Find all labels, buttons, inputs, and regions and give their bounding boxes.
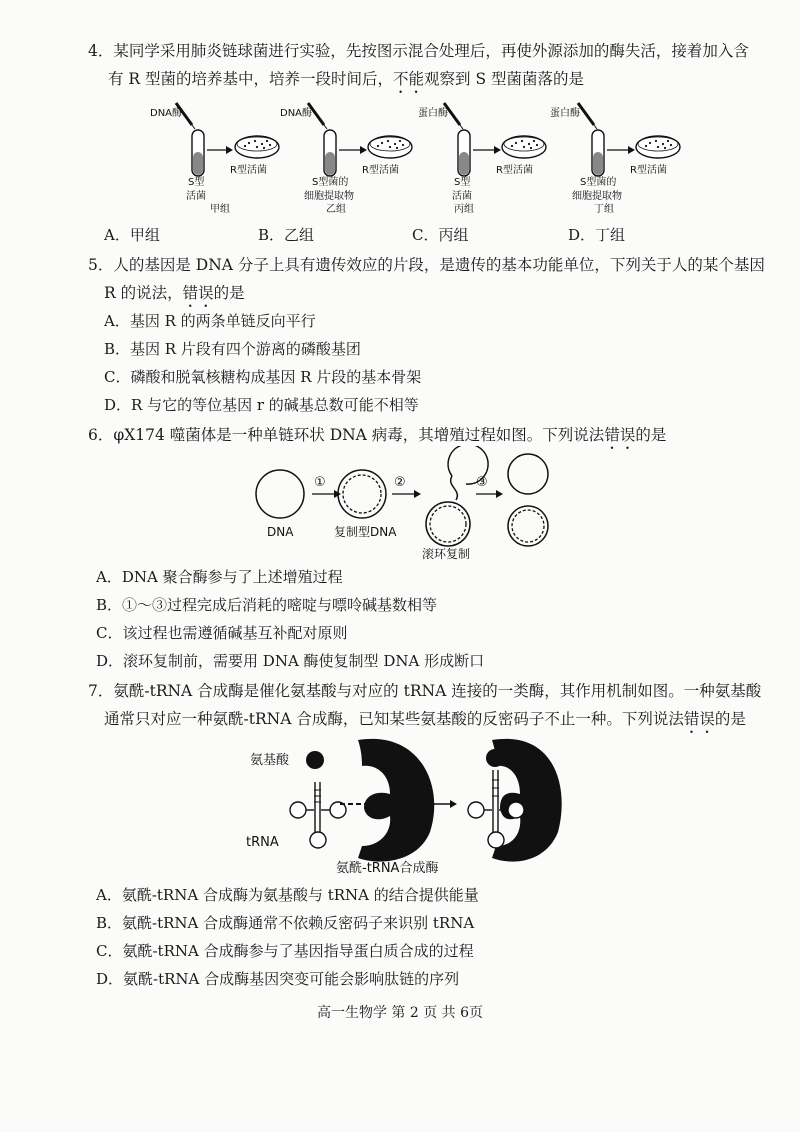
q5-option-d: D．R 与它的等位基因 r 的碱基总数可能不相等 bbox=[104, 396, 419, 414]
q6-figure bbox=[240, 446, 570, 564]
trna-right bbox=[468, 770, 524, 848]
enzyme-left bbox=[358, 739, 434, 862]
amino-acid-bound bbox=[486, 749, 504, 767]
label-replicative-dna: 复制型DNA bbox=[334, 525, 397, 539]
q7-option-a: A．氨酰-tRNA 合成酶为氨基酸与 tRNA 的结合提供能量 bbox=[96, 886, 479, 904]
q7-stem-line1: 7．氨酰-tRNA 合成酶是催化氨基酸与对应的 tRNA 连接的一类酶，其作用机制如图。一种氨基酸 bbox=[88, 682, 762, 700]
dish-label: R型活菌 bbox=[230, 165, 267, 176]
label-amino-acid: 氨基酸 bbox=[250, 753, 290, 768]
tube-label-2: 活菌 bbox=[452, 191, 472, 202]
q4-option-c: C．丙组 bbox=[412, 226, 469, 244]
tube-label-1: S型 bbox=[454, 177, 471, 188]
q7-stem-line2: 通常只对应一种氨酰-tRNA 合成酶，已知某些氨基酸的反密码子不止一种。下列说法错误的是 bbox=[104, 710, 746, 728]
enzyme-label: DNA酶 bbox=[280, 108, 313, 119]
q4-option-d: D．丁组 bbox=[568, 226, 626, 244]
enzyme-label: 蛋白酶 bbox=[550, 108, 580, 119]
q5-stem-line1: 5．人的基因是 DNA 分子上具有遗传效应的片段，是遗传的基本功能单位，下列关于人的某个基因 bbox=[88, 256, 765, 274]
dish-label: R型活菌 bbox=[362, 165, 399, 176]
q5-option-c: C．磷酸和脱氧核糖构成基因 R 片段的基本骨架 bbox=[104, 368, 422, 386]
group-label: 乙组 bbox=[326, 204, 346, 215]
label-dna: DNA bbox=[267, 525, 294, 539]
group-yi bbox=[280, 103, 412, 215]
q6-option-a: A．DNA 聚合酶参与了上述增殖过程 bbox=[96, 568, 343, 586]
tube-label-1: S型菌的 bbox=[312, 177, 349, 188]
q4-stem-line2: 有 R 型菌的培养基中，培养一段时间后，不能观察到 S 型菌菌落的是 bbox=[108, 70, 585, 88]
q6-option-c: C．该过程也需遵循碱基互补配对原则 bbox=[96, 624, 348, 642]
q5-stem-line2: R 的说法，错误的是 bbox=[104, 284, 245, 302]
q4-figure bbox=[140, 100, 700, 220]
q7-option-c: C．氨酰-tRNA 合成酶参与了基因指导蛋白质合成的过程 bbox=[96, 942, 474, 960]
group-label: 丁组 bbox=[594, 204, 614, 215]
q7-figure bbox=[240, 736, 570, 876]
q5-option-a: A．基因 R 的两条单链反向平行 bbox=[104, 312, 316, 330]
q4-stem-line1: 4．某同学采用肺炎链球菌进行实验，先按图示混合处理后，再使外源添加的酶失活，接着加入含 bbox=[88, 42, 749, 60]
tube-label-2: 活菌 bbox=[186, 191, 206, 202]
q7-option-d: D．氨酰-tRNA 合成酶基因突变可能会影响肽链的序列 bbox=[96, 970, 460, 988]
step-2: ② bbox=[394, 475, 406, 490]
label-enzyme: 氨酰-tRNA合成酶 bbox=[336, 861, 439, 876]
q5-option-b: B．基因 R 片段有四个游离的磷酸基团 bbox=[104, 340, 361, 358]
q7-option-b: B．氨酰-tRNA 合成酶通常不依赖反密码子来识别 tRNA bbox=[96, 914, 475, 932]
group-jia bbox=[150, 103, 279, 215]
q6-option-d: D．滚环复制前，需要用 DNA 酶使复制型 DNA 形成断口 bbox=[96, 652, 485, 670]
tube-label-2: 细胞提取物 bbox=[572, 191, 622, 202]
group-ding bbox=[550, 103, 680, 215]
page-footer: 高一生物学 第 2 页 共 6页 bbox=[316, 1005, 484, 1021]
tube-label-1: S型 bbox=[188, 177, 205, 188]
trna-left bbox=[290, 782, 346, 848]
dish-label: R型活菌 bbox=[496, 165, 533, 176]
step-1: ① bbox=[314, 475, 326, 490]
group-bing bbox=[418, 103, 546, 215]
tube-label-2: 细胞提取物 bbox=[304, 191, 354, 202]
q4-option-b: B．乙组 bbox=[258, 226, 315, 244]
q6-option-b: B．①～③过程完成后消耗的嘧啶与嘌呤碱基数相等 bbox=[96, 596, 438, 614]
label-rolling-circle: 滚环复制 bbox=[422, 547, 471, 561]
step-3: ③ bbox=[476, 475, 488, 490]
dish-label: R型活菌 bbox=[630, 165, 667, 176]
label-trna: tRNA bbox=[246, 835, 279, 850]
enzyme-label: 蛋白酶 bbox=[418, 108, 448, 119]
group-label: 丙组 bbox=[454, 204, 474, 215]
enzyme-label: DNA酶 bbox=[150, 108, 183, 119]
group-label: 甲组 bbox=[210, 204, 230, 215]
q4-option-a: A．甲组 bbox=[104, 226, 160, 244]
q6-stem: 6．φX174 噬菌体是一种单链环状 DNA 病毒，其增殖过程如图。下列说法错误的是 bbox=[88, 426, 667, 444]
tube-label-1: S型菌的 bbox=[580, 177, 617, 188]
